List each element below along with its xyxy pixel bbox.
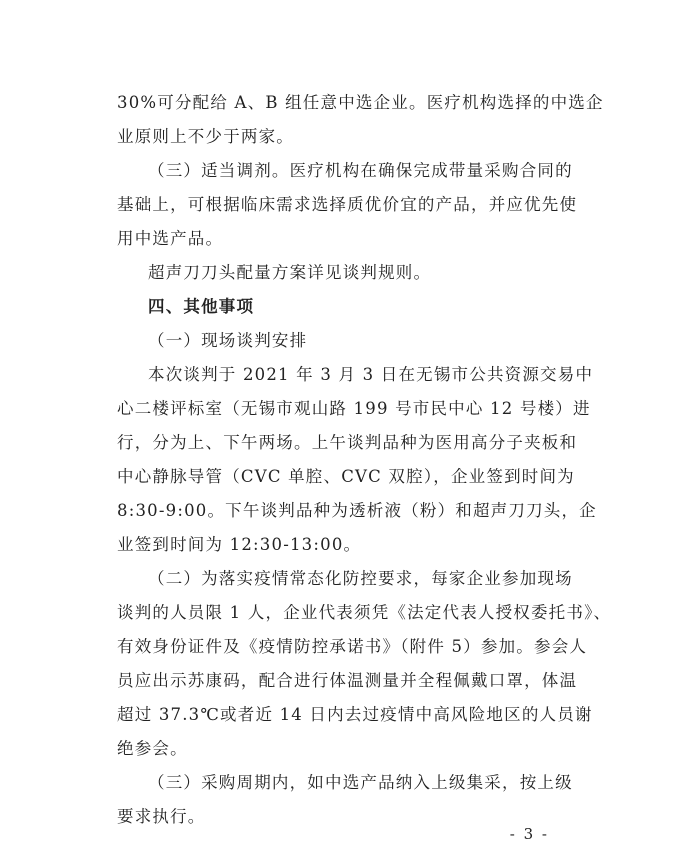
paragraph-line-20: 绝参会。 xyxy=(117,739,188,758)
paragraph-line-19: 超过 37.3℃或者近 14 日内去过疫情中高风险地区的人员谢 xyxy=(117,705,593,724)
paragraph-line-4: 基础上，可根据临床需求选择质优价宜的产品，并应优先使 xyxy=(117,195,578,214)
paragraph-line-21: （三）采购周期内，如中选产品纳入上级集采，按上级 xyxy=(148,773,573,792)
paragraph-line-16: 谈判的人员限 1 人，企业代表须凭《法定代表人授权委托书》、 xyxy=(117,603,612,622)
paragraph-line-15: （二）为落实疫情常态化防控要求，每家企业参加现场 xyxy=(148,569,573,588)
paragraph-line-1: 30%可分配给 A、B 组任意中选企业。医疗机构选择的中选企 xyxy=(117,93,604,112)
paragraph-line-6: 超声刀刀头配量方案详见谈判规则。 xyxy=(148,263,432,282)
subsection-heading: （一）现场谈判安排 xyxy=(148,331,308,350)
paragraph-line-10: 心二楼评标室（无锡市观山路 199 号市民中心 12 号楼）进 xyxy=(117,399,591,418)
paragraph-line-9: 本次谈判于 2021 年 3 月 3 日在无锡市公共资源交易中 xyxy=(148,365,594,384)
paragraph-line-22: 要求执行。 xyxy=(117,807,206,826)
paragraph-line-13: 8:30-9:00。下午谈判品种为透析液（粉）和超声刀刀头，企 xyxy=(117,501,597,520)
paragraph-line-17: 有效身份证件及《疫情防控承诺书》（附件 5）参加。参会人 xyxy=(117,637,588,656)
paragraph-line-12: 中心静脉导管（CVC 单腔、CVC 双腔），企业签到时间为 xyxy=(117,467,575,486)
paragraph-line-18: 员应出示苏康码，配合进行体温测量并全程佩戴口罩，体温 xyxy=(117,671,578,690)
paragraph-line-14: 业签到时间为 12:30-13:00。 xyxy=(117,535,362,554)
page-number: - 3 - xyxy=(509,825,549,843)
paragraph-line-2: 业原则上不少于两家。 xyxy=(117,127,294,146)
paragraph-line-11: 行，分为上、下午两场。上午谈判品种为医用高分子夹板和 xyxy=(117,433,578,452)
section-heading: 四、其他事项 xyxy=(148,297,255,316)
paragraph-line-5: 用中选产品。 xyxy=(117,229,224,248)
paragraph-line-3: （三）适当调剂。医疗机构在确保完成带量采购合同的 xyxy=(148,161,573,180)
